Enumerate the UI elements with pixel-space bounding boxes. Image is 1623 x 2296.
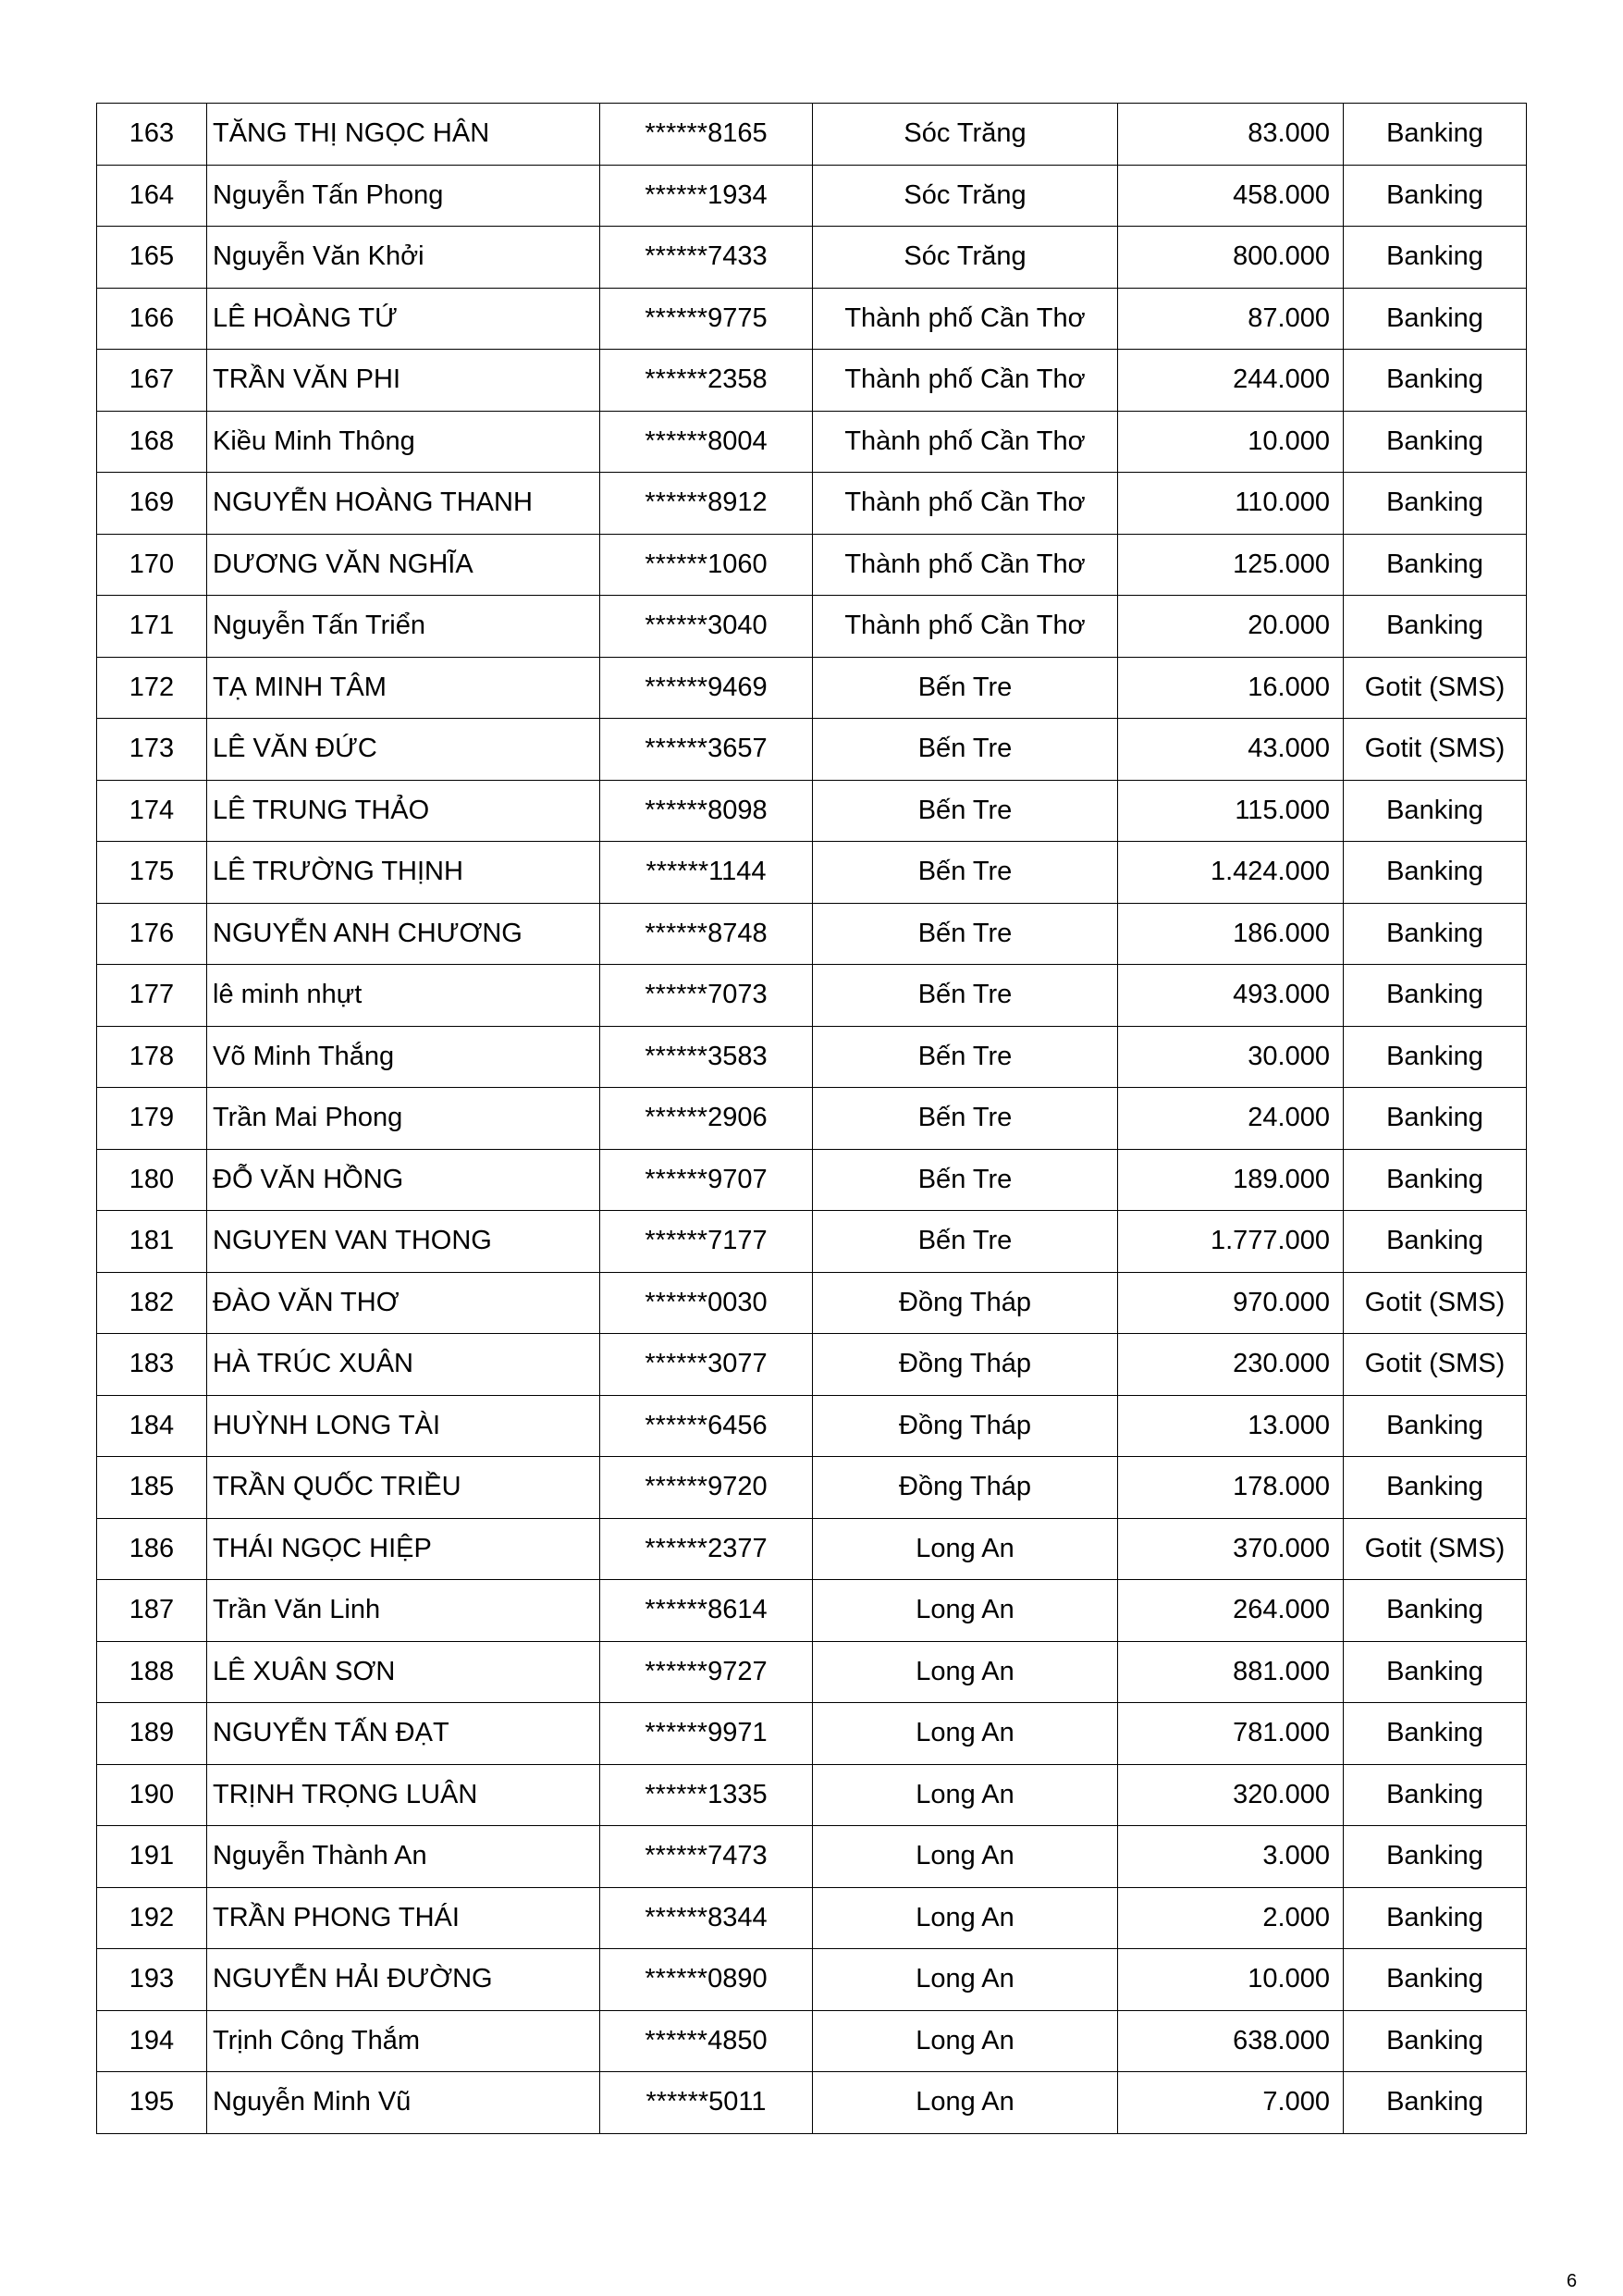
province-cell: Long An — [813, 1703, 1118, 1765]
province-cell: Đồng Tháp — [813, 1395, 1118, 1457]
province-cell: Bến Tre — [813, 1088, 1118, 1150]
phone-cell: ******1335 — [600, 1764, 813, 1826]
table-row — [97, 1703, 1527, 1765]
row-number-cell: 190 — [97, 1764, 207, 1826]
phone-cell: ******2358 — [600, 350, 813, 412]
amount-cell: 125.000 — [1118, 534, 1344, 596]
province-cell: Thành phố Cần Thơ — [813, 411, 1118, 473]
payment-method-cell: Gotit (SMS) — [1344, 1272, 1527, 1334]
name-cell: Nguyễn Văn Khởi — [207, 227, 600, 289]
table-row — [97, 104, 1527, 166]
row-number-cell: 184 — [97, 1395, 207, 1457]
name-cell: LÊ HOÀNG TỨ — [207, 288, 600, 350]
row-number-cell: 171 — [97, 596, 207, 658]
table-row — [97, 1211, 1527, 1273]
phone-cell: ******9469 — [600, 657, 813, 719]
table-row — [97, 288, 1527, 350]
name-cell: LÊ VĂN ĐỨC — [207, 719, 600, 781]
name-cell: TRỊNH TRỌNG LUÂN — [207, 1764, 600, 1826]
province-cell: Sóc Trăng — [813, 165, 1118, 227]
payment-method-cell: Banking — [1344, 1026, 1527, 1088]
table-row — [97, 473, 1527, 535]
phone-cell: ******9971 — [600, 1703, 813, 1765]
row-number-cell: 181 — [97, 1211, 207, 1273]
table-row — [97, 1826, 1527, 1888]
payment-method-cell: Banking — [1344, 104, 1527, 166]
phone-cell: ******7073 — [600, 965, 813, 1027]
payment-method-cell: Gotit (SMS) — [1344, 1334, 1527, 1396]
province-cell: Bến Tre — [813, 1026, 1118, 1088]
province-cell: Long An — [813, 1580, 1118, 1642]
payment-method-cell: Banking — [1344, 165, 1527, 227]
name-cell: ĐỖ VĂN HỒNG — [207, 1149, 600, 1211]
table-row — [97, 1149, 1527, 1211]
amount-cell: 189.000 — [1118, 1149, 1344, 1211]
amount-cell: 493.000 — [1118, 965, 1344, 1027]
row-number-cell: 195 — [97, 2072, 207, 2134]
name-cell: HÀ TRÚC XUÂN — [207, 1334, 600, 1396]
name-cell: NGUYỄN TẤN ĐẠT — [207, 1703, 600, 1765]
payment-method-cell: Banking — [1344, 965, 1527, 1027]
phone-cell: ******6456 — [600, 1395, 813, 1457]
name-cell: NGUYỄN ANH CHƯƠNG — [207, 903, 600, 965]
amount-cell: 110.000 — [1118, 473, 1344, 535]
name-cell: TĂNG THỊ NGỌC HÂN — [207, 104, 600, 166]
phone-cell: ******8912 — [600, 473, 813, 535]
name-cell: HUỲNH LONG TÀI — [207, 1395, 600, 1457]
phone-cell: ******9720 — [600, 1457, 813, 1519]
amount-cell: 3.000 — [1118, 1826, 1344, 1888]
province-cell: Long An — [813, 1518, 1118, 1580]
amount-cell: 638.000 — [1118, 2010, 1344, 2072]
payment-method-cell: Banking — [1344, 903, 1527, 965]
row-number-cell: 168 — [97, 411, 207, 473]
phone-cell: ******4850 — [600, 2010, 813, 2072]
payment-method-cell: Gotit (SMS) — [1344, 657, 1527, 719]
row-number-cell: 191 — [97, 1826, 207, 1888]
amount-cell: 1.777.000 — [1118, 1211, 1344, 1273]
page-number: 6 — [1567, 2271, 1578, 2291]
payment-method-cell: Banking — [1344, 1580, 1527, 1642]
phone-cell: ******7433 — [600, 227, 813, 289]
name-cell: NGUYEN VAN THONG — [207, 1211, 600, 1273]
province-cell: Long An — [813, 1764, 1118, 1826]
amount-cell: 230.000 — [1118, 1334, 1344, 1396]
province-cell: Long An — [813, 1887, 1118, 1949]
name-cell: TẠ MINH TÂM — [207, 657, 600, 719]
table-row — [97, 1088, 1527, 1150]
phone-cell: ******1060 — [600, 534, 813, 596]
phone-cell: ******5011 — [600, 2072, 813, 2134]
phone-cell: ******1934 — [600, 165, 813, 227]
province-cell: Đồng Tháp — [813, 1457, 1118, 1519]
province-cell: Bến Tre — [813, 903, 1118, 965]
name-cell: LÊ TRƯỜNG THỊNH — [207, 842, 600, 904]
payment-method-cell: Banking — [1344, 1949, 1527, 2011]
row-number-cell: 182 — [97, 1272, 207, 1334]
table-row — [97, 1949, 1527, 2011]
payment-method-cell: Banking — [1344, 1764, 1527, 1826]
name-cell: TRẦN VĂN PHI — [207, 350, 600, 412]
amount-cell: 781.000 — [1118, 1703, 1344, 1765]
table-row — [97, 903, 1527, 965]
phone-cell: ******3040 — [600, 596, 813, 658]
amount-cell: 10.000 — [1118, 411, 1344, 473]
table-row — [97, 780, 1527, 842]
payment-method-cell: Banking — [1344, 350, 1527, 412]
phone-cell: ******0890 — [600, 1949, 813, 2011]
payment-method-cell: Banking — [1344, 1211, 1527, 1273]
name-cell: TRẦN QUỐC TRIỀU — [207, 1457, 600, 1519]
phone-cell: ******3583 — [600, 1026, 813, 1088]
province-cell: Thành phố Cần Thơ — [813, 473, 1118, 535]
province-cell: Đồng Tháp — [813, 1272, 1118, 1334]
table-row — [97, 350, 1527, 412]
row-number-cell: 179 — [97, 1088, 207, 1150]
row-number-cell: 187 — [97, 1580, 207, 1642]
amount-cell: 178.000 — [1118, 1457, 1344, 1519]
province-cell: Đồng Tháp — [813, 1334, 1118, 1396]
phone-cell: ******9775 — [600, 288, 813, 350]
amount-cell: 115.000 — [1118, 780, 1344, 842]
province-cell: Thành phố Cần Thơ — [813, 350, 1118, 412]
row-number-cell: 169 — [97, 473, 207, 535]
table-row — [97, 842, 1527, 904]
payment-method-cell: Banking — [1344, 780, 1527, 842]
province-cell: Long An — [813, 1641, 1118, 1703]
row-number-cell: 163 — [97, 104, 207, 166]
phone-cell: ******9707 — [600, 1149, 813, 1211]
table-row — [97, 1026, 1527, 1088]
amount-cell: 881.000 — [1118, 1641, 1344, 1703]
payment-method-cell: Banking — [1344, 1703, 1527, 1765]
table-row — [97, 1518, 1527, 1580]
row-number-cell: 185 — [97, 1457, 207, 1519]
name-cell: NGUYỄN HẢI ĐƯỜNG — [207, 1949, 600, 2011]
phone-cell: ******2906 — [600, 1088, 813, 1150]
amount-cell: 800.000 — [1118, 227, 1344, 289]
row-number-cell: 192 — [97, 1887, 207, 1949]
row-number-cell: 193 — [97, 1949, 207, 2011]
payment-method-cell: Banking — [1344, 1641, 1527, 1703]
table-row — [97, 719, 1527, 781]
payment-method-cell: Banking — [1344, 1088, 1527, 1150]
payment-method-cell: Banking — [1344, 1887, 1527, 1949]
phone-cell: ******8004 — [600, 411, 813, 473]
amount-cell: 10.000 — [1118, 1949, 1344, 2011]
row-number-cell: 183 — [97, 1334, 207, 1396]
name-cell: NGUYỄN HOÀNG THANH — [207, 473, 600, 535]
province-cell: Long An — [813, 1949, 1118, 2011]
name-cell: Nguyễn Tấn Triển — [207, 596, 600, 658]
row-number-cell: 173 — [97, 719, 207, 781]
payment-method-cell: Banking — [1344, 1395, 1527, 1457]
row-number-cell: 186 — [97, 1518, 207, 1580]
name-cell: Trần Văn Linh — [207, 1580, 600, 1642]
province-cell: Bến Tre — [813, 780, 1118, 842]
province-cell: Bến Tre — [813, 719, 1118, 781]
row-number-cell: 172 — [97, 657, 207, 719]
province-cell: Thành phố Cần Thơ — [813, 534, 1118, 596]
row-number-cell: 165 — [97, 227, 207, 289]
phone-cell: ******8165 — [600, 104, 813, 166]
payment-method-cell: Banking — [1344, 288, 1527, 350]
name-cell: LÊ XUÂN SƠN — [207, 1641, 600, 1703]
table-row — [97, 165, 1527, 227]
table-row — [97, 1334, 1527, 1396]
table-row — [97, 1764, 1527, 1826]
row-number-cell: 167 — [97, 350, 207, 412]
table-row — [97, 1641, 1527, 1703]
table-row — [97, 1395, 1527, 1457]
payment-method-cell: Banking — [1344, 842, 1527, 904]
payment-method-cell: Banking — [1344, 596, 1527, 658]
table-body — [97, 104, 1527, 2134]
name-cell: Nguyễn Thành An — [207, 1826, 600, 1888]
table-row — [97, 1457, 1527, 1519]
payment-method-cell: Gotit (SMS) — [1344, 719, 1527, 781]
phone-cell: ******8344 — [600, 1887, 813, 1949]
row-number-cell: 189 — [97, 1703, 207, 1765]
row-number-cell: 176 — [97, 903, 207, 965]
phone-cell: ******9727 — [600, 1641, 813, 1703]
amount-cell: 16.000 — [1118, 657, 1344, 719]
amount-cell: 87.000 — [1118, 288, 1344, 350]
row-number-cell: 164 — [97, 165, 207, 227]
phone-cell: ******3077 — [600, 1334, 813, 1396]
row-number-cell: 188 — [97, 1641, 207, 1703]
row-number-cell: 177 — [97, 965, 207, 1027]
table-row — [97, 1887, 1527, 1949]
phone-cell: ******3657 — [600, 719, 813, 781]
row-number-cell: 174 — [97, 780, 207, 842]
phone-cell: ******0030 — [600, 1272, 813, 1334]
amount-cell: 370.000 — [1118, 1518, 1344, 1580]
table-row — [97, 534, 1527, 596]
amount-cell: 83.000 — [1118, 104, 1344, 166]
amount-cell: 970.000 — [1118, 1272, 1344, 1334]
phone-cell: ******2377 — [600, 1518, 813, 1580]
row-number-cell: 178 — [97, 1026, 207, 1088]
amount-cell: 20.000 — [1118, 596, 1344, 658]
phone-cell: ******8098 — [600, 780, 813, 842]
province-cell: Bến Tre — [813, 1149, 1118, 1211]
province-cell: Sóc Trăng — [813, 227, 1118, 289]
payment-method-cell: Banking — [1344, 2010, 1527, 2072]
payment-method-cell: Banking — [1344, 1457, 1527, 1519]
province-cell: Bến Tre — [813, 842, 1118, 904]
name-cell: Nguyễn Tấn Phong — [207, 165, 600, 227]
amount-cell: 24.000 — [1118, 1088, 1344, 1150]
name-cell: Kiều Minh Thông — [207, 411, 600, 473]
province-cell: Sóc Trăng — [813, 104, 1118, 166]
amount-cell: 2.000 — [1118, 1887, 1344, 1949]
table-row — [97, 227, 1527, 289]
name-cell: Nguyễn Minh Vũ — [207, 2072, 600, 2134]
province-cell: Thành phố Cần Thơ — [813, 596, 1118, 658]
payment-method-cell: Banking — [1344, 227, 1527, 289]
amount-cell: 7.000 — [1118, 2072, 1344, 2134]
amount-cell: 458.000 — [1118, 165, 1344, 227]
province-cell: Thành phố Cần Thơ — [813, 288, 1118, 350]
name-cell: Trịnh Công Thắm — [207, 2010, 600, 2072]
payment-method-cell: Banking — [1344, 1149, 1527, 1211]
name-cell: LÊ TRUNG THẢO — [207, 780, 600, 842]
name-cell: DƯƠNG VĂN NGHĨA — [207, 534, 600, 596]
phone-cell: ******7177 — [600, 1211, 813, 1273]
amount-cell: 186.000 — [1118, 903, 1344, 965]
table-row — [97, 1580, 1527, 1642]
amount-cell: 244.000 — [1118, 350, 1344, 412]
amount-cell: 1.424.000 — [1118, 842, 1344, 904]
phone-cell: ******8614 — [600, 1580, 813, 1642]
province-cell: Long An — [813, 2010, 1118, 2072]
amount-cell: 264.000 — [1118, 1580, 1344, 1642]
table-row — [97, 1272, 1527, 1334]
amount-cell: 13.000 — [1118, 1395, 1344, 1457]
row-number-cell: 170 — [97, 534, 207, 596]
amount-cell: 30.000 — [1118, 1026, 1344, 1088]
phone-cell: ******8748 — [600, 903, 813, 965]
table-row — [97, 596, 1527, 658]
payment-method-cell: Banking — [1344, 1826, 1527, 1888]
phone-cell: ******1144 — [600, 842, 813, 904]
province-cell: Long An — [813, 2072, 1118, 2134]
name-cell: TRẦN PHONG THÁI — [207, 1887, 600, 1949]
province-cell: Long An — [813, 1826, 1118, 1888]
row-number-cell: 194 — [97, 2010, 207, 2072]
row-number-cell: 175 — [97, 842, 207, 904]
name-cell: ĐÀO VĂN THƠ — [207, 1272, 600, 1334]
payment-method-cell: Banking — [1344, 411, 1527, 473]
payment-method-cell: Banking — [1344, 534, 1527, 596]
amount-cell: 43.000 — [1118, 719, 1344, 781]
phone-cell: ******7473 — [600, 1826, 813, 1888]
name-cell: THÁI NGỌC HIỆP — [207, 1518, 600, 1580]
amount-cell: 320.000 — [1118, 1764, 1344, 1826]
payment-method-cell: Gotit (SMS) — [1344, 1518, 1527, 1580]
table-row — [97, 657, 1527, 719]
table-row — [97, 411, 1527, 473]
winners-table — [96, 103, 1527, 2134]
row-number-cell: 166 — [97, 288, 207, 350]
name-cell: Võ Minh Thắng — [207, 1026, 600, 1088]
province-cell: Bến Tre — [813, 657, 1118, 719]
name-cell: Trần Mai Phong — [207, 1088, 600, 1150]
payment-method-cell: Banking — [1344, 473, 1527, 535]
table-row — [97, 2072, 1527, 2134]
payment-method-cell: Banking — [1344, 2072, 1527, 2134]
name-cell: lê minh nhựt — [207, 965, 600, 1027]
province-cell: Bến Tre — [813, 965, 1118, 1027]
row-number-cell: 180 — [97, 1149, 207, 1211]
table-row — [97, 965, 1527, 1027]
table-row — [97, 2010, 1527, 2072]
province-cell: Bến Tre — [813, 1211, 1118, 1273]
